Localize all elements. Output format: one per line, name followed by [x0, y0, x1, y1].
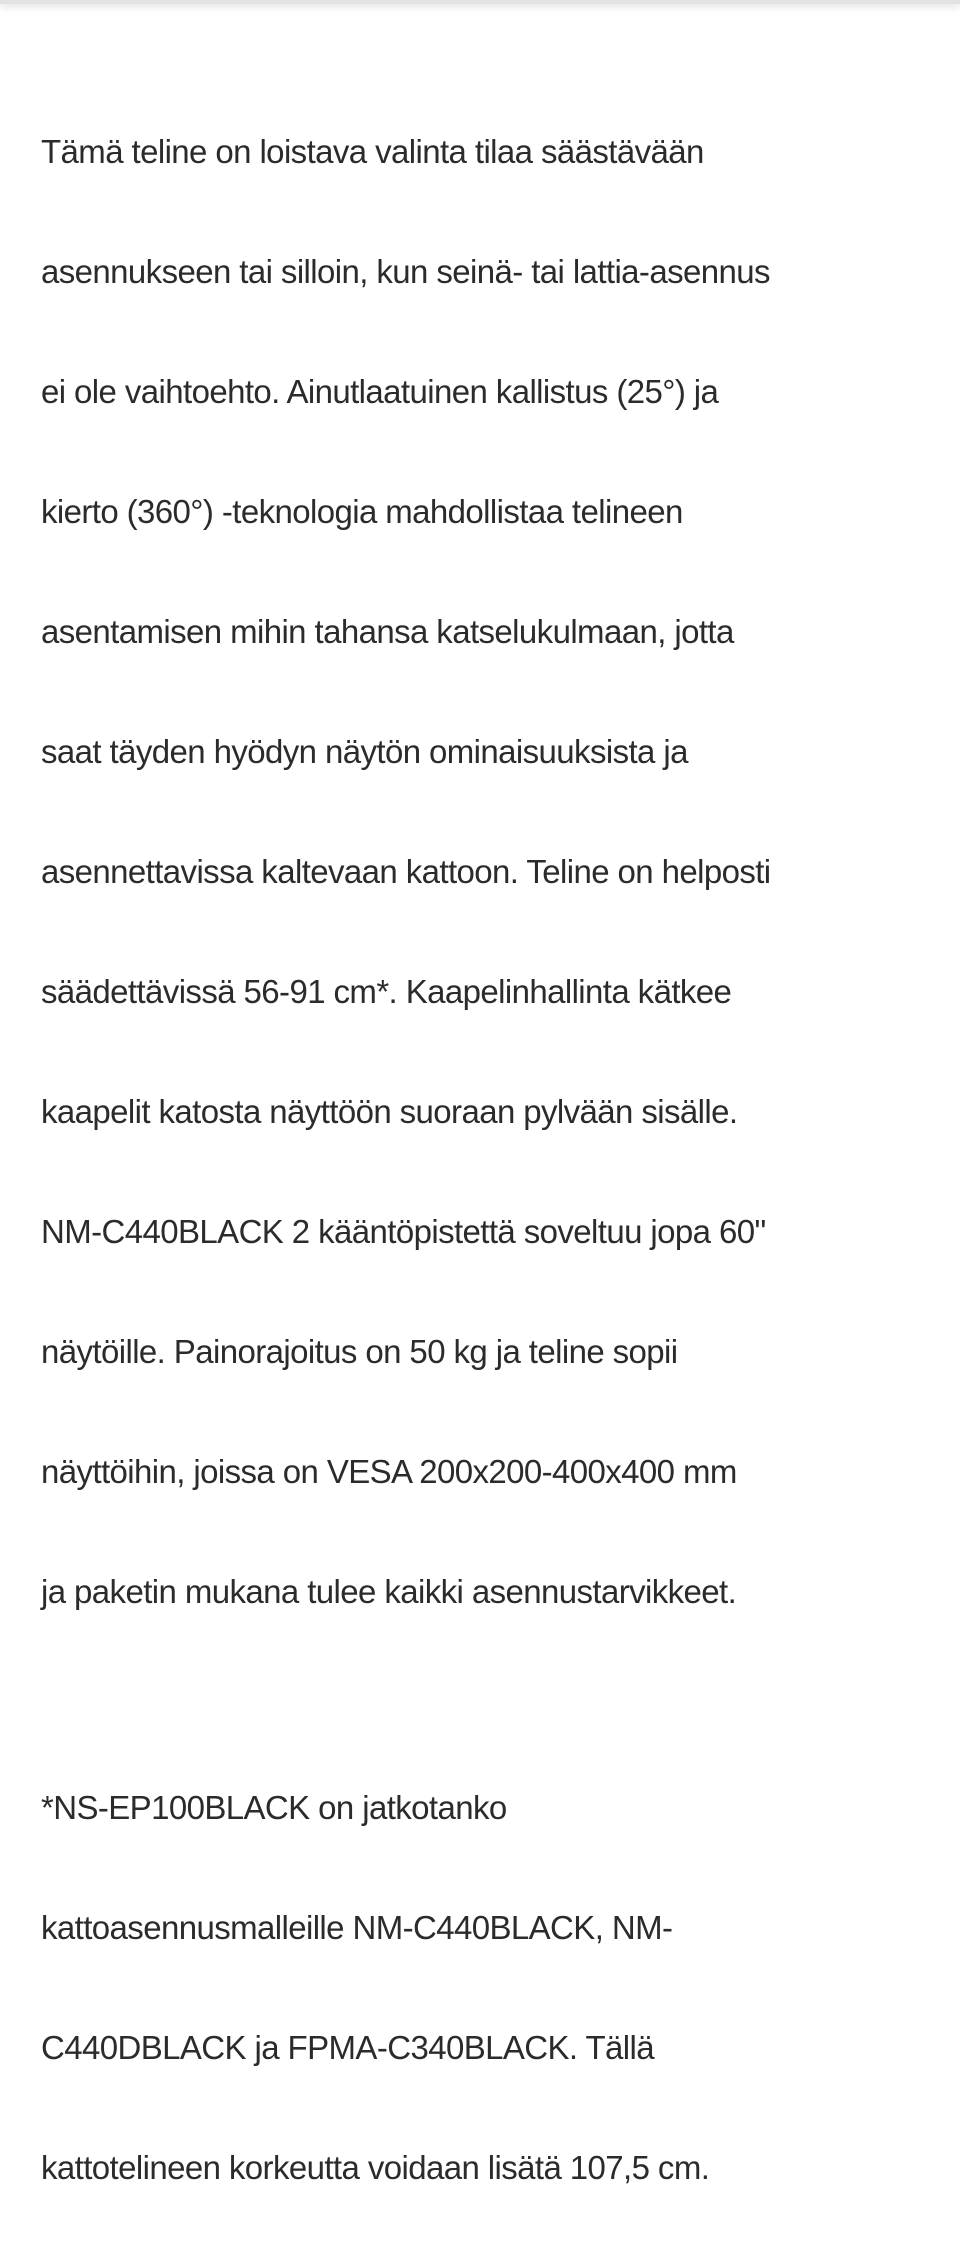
text-line: saat täyden hyödyn näytön ominaisuuksista ja [41, 733, 688, 770]
text-line: näyttöihin, joissa on VESA 200x200-400x400 mm [41, 1453, 737, 1490]
text-line: näytöille. Painorajoitus on 50 kg ja teline sopii [41, 1333, 678, 1370]
text-line: NM-C440BLACK 2 kääntöpistettä soveltuu jopa 60" [41, 1213, 766, 1250]
text-line: Tämä teline on loistava valinta tilaa säästävään [41, 133, 704, 170]
text-line: kaapelit katosta näyttöön suoraan pylvään sisälle. [41, 1093, 738, 1130]
description-paragraph-footnote [41, 1718, 931, 2244]
text-line: ei ole vaihtoehto. Ainutlaatuinen kallistus (25°) ja [41, 373, 719, 410]
text-line: asennettavissa kaltevaan kattoon. Teline on helposti [41, 853, 771, 890]
product-description [41, 62, 931, 2244]
description-paragraph-main [41, 62, 931, 1682]
text-line: *NS-EP100BLACK on jatkotanko [41, 1789, 507, 1826]
text-line: kierto (360°) -teknologia mahdollistaa telineen [41, 493, 683, 530]
top-bar-shadow [0, 0, 960, 4]
text-line: C440DBLACK ja FPMA-C340BLACK. Tällä [41, 2029, 654, 2066]
text-line: säädettävissä 56-91 cm*. Kaapelinhallinta kätkee [41, 973, 732, 1010]
text-line: kattotelineen korkeutta voidaan lisätä 107,5 cm. [41, 2149, 710, 2186]
text-line: ja paketin mukana tulee kaikki asennustarvikkeet. [41, 1573, 737, 1610]
text-line: kattoasennusmalleille NM-C440BLACK, NM- [41, 1909, 673, 1946]
text-line: asennukseen tai silloin, kun seinä- tai lattia-asennus [41, 253, 770, 290]
text-line: asentamisen mihin tahansa katselukulmaan, jotta [41, 613, 734, 650]
